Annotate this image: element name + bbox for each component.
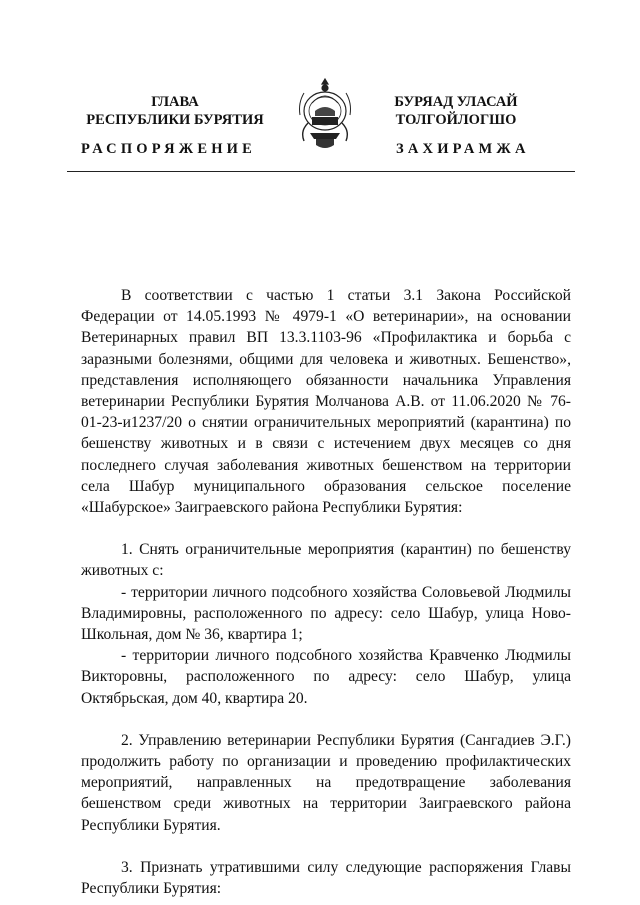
item-2: 2. Управлению ветеринарии Республики Бурятия (Сангадиев Э.Г.) продолжить работу по организации и проведению профилактических мероприятий, направленных на предотвращение заболевания бешенством среди животных на территории Заиграевского района Республики Бурятия. <box>81 731 571 834</box>
header-right-line1: БУРЯАД УЛАСАЙ <box>394 94 518 110</box>
header-left <box>80 93 270 129</box>
item-1: 1. Снять ограничительные мероприятия (карантин) по бешенству животных с: <box>81 541 571 580</box>
header-right-line2: ТОЛГОЙЛОГШО <box>395 112 517 128</box>
header-left-line2: РЕСПУБЛИКИ БУРЯТИЯ <box>86 112 264 128</box>
item-3: 3. Признать утратившими силу следующие распоряжения Главы Республики Бурятия: <box>81 858 571 898</box>
item-1-subitem-b: - территории личного подсобного хозяйства Кравченко Людмилы Викторовны, расположенного по адресу: село Шабур, улица Октябрьская, дом 40, квартира 20. <box>81 647 571 707</box>
header-right <box>372 93 540 129</box>
preamble-paragraph: В соответствии с частью 1 статьи 3.1 Закона Российской Федерации от 14.05.1993 № 4979-1 «О ветеринарии», на основании Ветеринарных правил ВП 13.3.1103-96 «Профилактика и борьба с заразными болезнями, общими для человека и животных. Бешенство», представления исполняющего обязанности начальника Управления ветеринарии Республики Бурятия Молчанова А.В. от 11.06.2020 № 76-01-23-и1237/20 о снятии ограничительных мероприятий (карантина) по бешенству животных и в связи с истечением двух месяцев со дня последнего случая заболевания животных бешенством на территории села Шабур муниципального образования сельское поселение «Шабурское» Заиграевского района Республики Бурятия: <box>81 287 571 517</box>
coat-of-arms-buryatia-icon <box>294 73 356 155</box>
document-type-buryat: ЗАХИРАМЖА <box>396 141 530 157</box>
header-left-line1: ГЛАВА <box>151 94 199 110</box>
document-type-russian: РАСПОРЯЖЕНИЕ <box>81 141 257 157</box>
item-1-subitem-a: - территории личного подсобного хозяйства Соловьевой Людмилы Владимировны, расположенного по адресу: село Шабур, улица Ново-Школьная, дом № 36, квартира 1; <box>81 583 571 644</box>
document-body <box>81 285 571 899</box>
header-divider <box>67 171 575 172</box>
